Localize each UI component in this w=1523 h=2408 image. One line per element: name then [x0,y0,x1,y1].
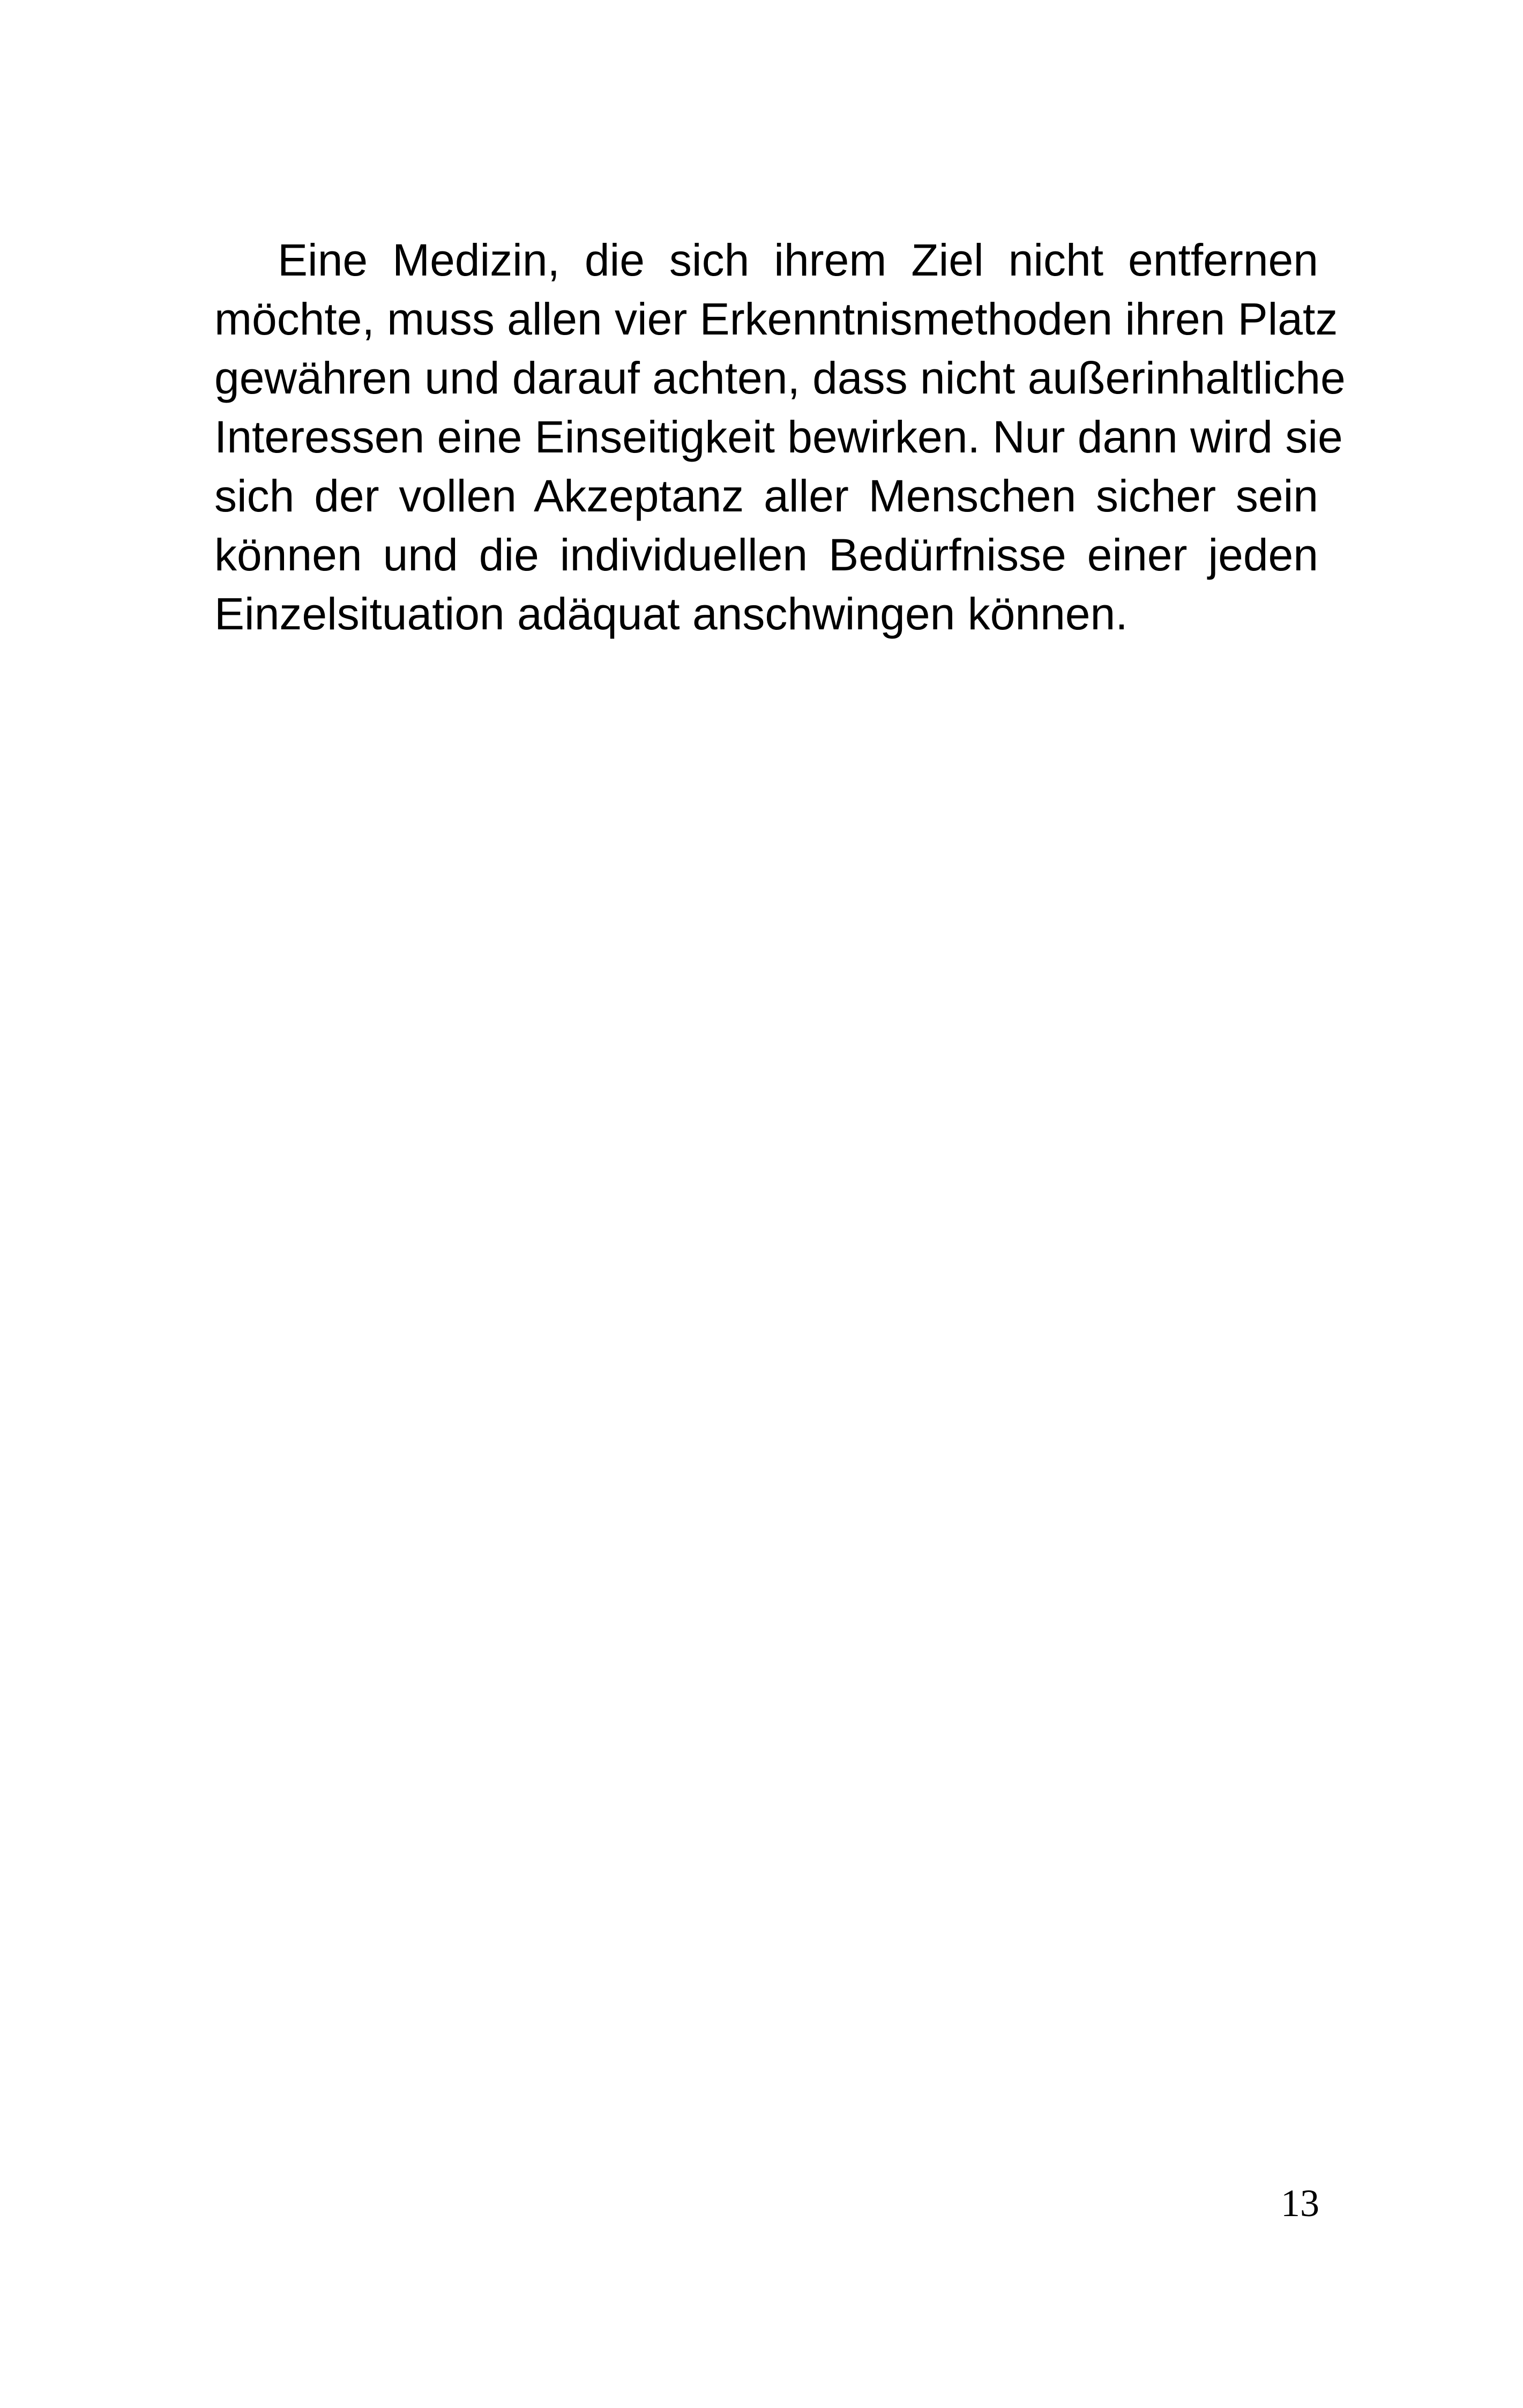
paragraph-line-6: können und die individuellen Bedürfnisse einer jeden [214,530,1318,580]
paragraph-line-5: sich der vollen Akzeptanz aller Menschen sicher sein [214,471,1318,521]
paragraph-line-2: möchte, muss allen vier Erkenntnismethoden ihren Platz [214,294,1338,344]
paragraph-line-7: Einzelsituation adäquat anschwingen können. [214,589,1128,639]
paragraph-line-4: Interessen eine Einseitigkeit bewirken. Nur dann wird sie [214,412,1343,462]
page-number: 13 [1281,2182,1319,2225]
paragraph-line-3: gewähren und darauf achten, dass nicht außerinhaltliche [214,353,1346,403]
body-paragraph [214,231,1346,643]
paragraph-line-1: Eine Medizin, die sich ihrem Ziel nicht entfernen [278,235,1318,285]
